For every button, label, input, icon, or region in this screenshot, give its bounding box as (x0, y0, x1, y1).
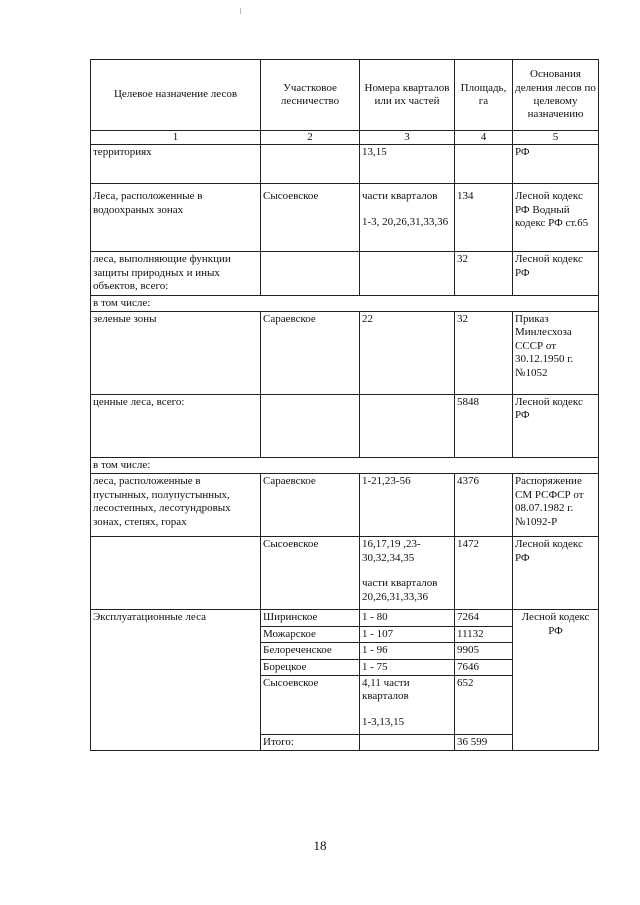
cell-forestry (261, 252, 360, 295)
cell-forestry (261, 145, 360, 184)
cell-forestry: Сараевское (261, 312, 360, 395)
table-row (91, 184, 599, 252)
table-row (91, 474, 599, 537)
cell-subheading: в том числе: (91, 295, 599, 311)
cell-basis: Распоряжение СМ РСФСР от 08.07.1982 г. №1092-Р (513, 474, 599, 537)
table-row (91, 537, 599, 610)
header-purpose: Целевое назначение лесов (91, 60, 261, 131)
header-basis: Основания деления лесов по целевому назначению (513, 60, 599, 131)
cell-purpose: Леса, расположенные в водоохраных зонах (91, 184, 261, 252)
cell-quarters (360, 252, 455, 295)
cell-purpose (91, 537, 261, 610)
cell-quarters: 13,15 (360, 145, 455, 184)
header-forestry: Участковое лесничество (261, 60, 360, 131)
page-number: 18 (313, 838, 327, 853)
quarters-list: 16,17,19 ,23-30,32,34,35 (362, 538, 421, 564)
cell-total-area: 36 599 (455, 735, 513, 751)
cell-area (455, 145, 513, 184)
cell-area: 652 (455, 676, 513, 735)
cell-forestry: Сысоевское (261, 184, 360, 252)
cell-quarters: 1 - 75 (360, 659, 455, 675)
cell-forestry: Белореченское (261, 643, 360, 659)
cell-area: 5848 (455, 395, 513, 458)
table-row (91, 610, 599, 626)
cell-subheading: в том числе: (91, 458, 599, 474)
cell-basis: Лесной кодекс РФ (513, 252, 599, 295)
cell-forestry: Борецкое (261, 659, 360, 675)
cell-area: 11132 (455, 626, 513, 642)
cell-purpose: ценные леса, всего: (91, 395, 261, 458)
quarters-parts-list: части кварталов 20,26,31,33,36 (362, 577, 438, 603)
cell-quarters (360, 676, 455, 735)
header-area: Площадь, га (455, 60, 513, 131)
quarters-list: 1-3, 20,26,31,33,36 (362, 215, 449, 228)
quarters-parts-label: 4,11 части кварталов (362, 677, 410, 703)
cell-purpose: зеленые зоны (91, 312, 261, 395)
cell-quarters (360, 395, 455, 458)
col-number: 4 (455, 131, 513, 145)
col-number: 3 (360, 131, 455, 145)
table-row (91, 458, 599, 474)
cell-basis: Лесной кодекс РФ (513, 395, 599, 458)
quarters-parts-label: части кварталов (362, 190, 438, 203)
cell-basis: РФ (513, 145, 599, 184)
cell-quarters: 22 (360, 312, 455, 395)
table-row (91, 252, 599, 295)
cell-quarters (360, 735, 455, 751)
cell-forestry: Сысоевское (261, 676, 360, 735)
cell-quarters: 1 - 107 (360, 626, 455, 642)
cell-area: 7264 (455, 610, 513, 626)
table-row (91, 295, 599, 311)
cell-forestry: Сараевское (261, 474, 360, 537)
cell-basis: Лесной кодекс РФ Водный кодекс РФ ст.65 (513, 184, 599, 252)
col-number: 2 (261, 131, 360, 145)
cell-basis: Приказ Минлесхоза СССР от 30.12.1950 г. №1052 (513, 312, 599, 395)
table-header-row (91, 60, 599, 131)
cell-basis: Лесной кодекс РФ (513, 610, 599, 751)
cell-quarters: 1-21,23-56 (360, 474, 455, 537)
cell-area: 32 (455, 252, 513, 295)
cell-area: 7646 (455, 659, 513, 675)
cell-quarters (360, 537, 455, 610)
cell-area: 134 (455, 184, 513, 252)
cell-area: 1472 (455, 537, 513, 610)
cell-purpose: территориях (91, 145, 261, 184)
cell-forestry (261, 395, 360, 458)
forest-purpose-table (90, 59, 599, 751)
quarters-list: 1-3,13,15 (362, 715, 405, 728)
cell-area: 9905 (455, 643, 513, 659)
cell-area: 32 (455, 312, 513, 395)
cell-area: 4376 (455, 474, 513, 537)
col-number: 5 (513, 131, 599, 145)
column-number-row (91, 131, 599, 145)
cell-forestry: Можарское (261, 626, 360, 642)
cell-basis: Лесной кодекс РФ (513, 537, 599, 610)
col-number: 1 (91, 131, 261, 145)
cell-purpose: леса, выполняющие функции защиты природных и иных объектов, всего: (91, 252, 261, 295)
table-row (91, 145, 599, 184)
cell-total-label: Итого: (261, 735, 360, 751)
table-row (91, 395, 599, 458)
cell-quarters: 1 - 80 (360, 610, 455, 626)
scan-mark (240, 8, 241, 14)
cell-forestry: Ширинское (261, 610, 360, 626)
header-quarters: Номера кварталов или их частей (360, 60, 455, 131)
table-row (91, 312, 599, 395)
cell-quarters (360, 184, 455, 252)
cell-purpose: леса, расположенные в пустынных, полупустынных, лесостепных, лесотундровых зонах, степях, горах (91, 474, 261, 537)
cell-quarters: 1 - 96 (360, 643, 455, 659)
cell-purpose: Эксплуатационные леса (91, 610, 261, 751)
cell-forestry: Сысоевское (261, 537, 360, 610)
